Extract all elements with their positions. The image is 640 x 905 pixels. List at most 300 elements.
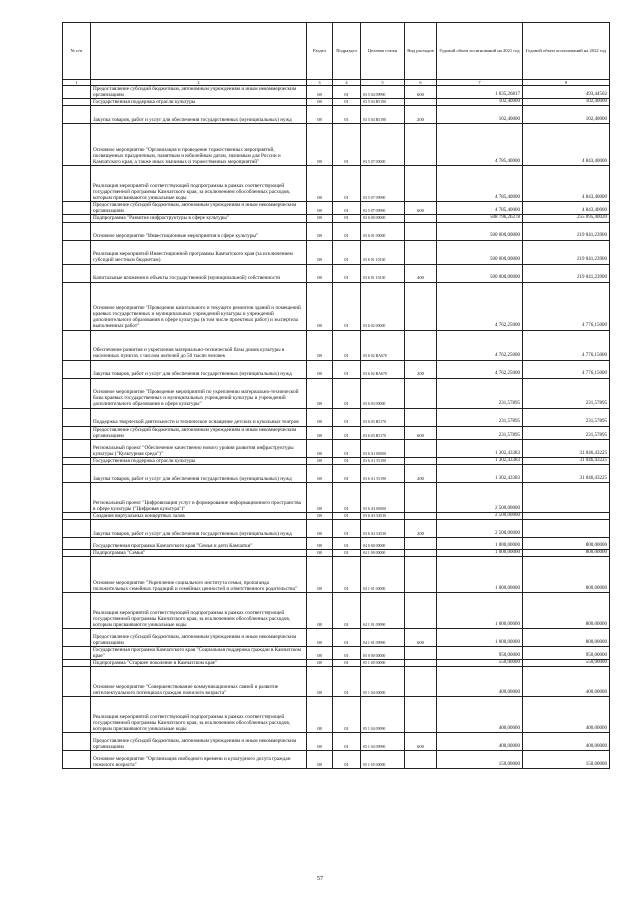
- row-podrazdel: 01: [333, 408, 361, 426]
- row-amount-2022: 800,00000: [523, 629, 610, 647]
- row-amount-2022: 400,00000: [523, 697, 610, 733]
- row-number: [63, 439, 91, 457]
- row-name: Государственная поддержка отрасли культуры: [91, 99, 307, 106]
- row-name: Закупка товаров, работ и услуг для обеспечения государственных (муниципальных) нужд: [91, 106, 307, 124]
- row-amount-2022: 800,00000: [523, 537, 610, 549]
- row-number: [63, 426, 91, 439]
- row-amount-2021: 400,00000: [437, 697, 523, 733]
- row-number: [63, 647, 91, 660]
- row-razdel: 08: [307, 697, 333, 733]
- row-razdel: 08: [307, 557, 333, 593]
- row-amount-2022: 4 776,15000: [523, 282, 610, 330]
- row-expense-type: [405, 667, 437, 697]
- row-amount-2022: 800,00000: [523, 557, 610, 593]
- header-expense-type: Вид расходов: [405, 23, 437, 80]
- row-name: Подпрограмма "Семья": [91, 549, 307, 556]
- row-expense-type: 200: [405, 464, 437, 482]
- table-row: [63, 537, 610, 549]
- row-razdel: 08: [307, 264, 333, 282]
- row-target-article: 03 5 04 09990: [361, 86, 405, 99]
- row-amount-2021: 2 500,00000: [437, 519, 523, 537]
- row-target-article: 03 5 04 R5190: [361, 99, 405, 106]
- row-target-article: 03 6 A1 55190: [361, 464, 405, 482]
- row-number: [63, 378, 91, 408]
- row-amount-2022: 950,00000: [523, 647, 610, 660]
- row-amount-2022: 150,00000: [523, 751, 610, 769]
- row-podrazdel: 01: [333, 647, 361, 660]
- row-amount-2021: 1 000,00000: [437, 537, 523, 549]
- row-name: Предоставление субсидий бюджетным, автономным учреждениям и иным некоммерческим организациям: [91, 629, 307, 647]
- row-expense-type: [405, 282, 437, 330]
- row-amount-2022: 4 843,40000: [523, 202, 610, 215]
- row-razdel: 08: [307, 222, 333, 240]
- row-name: Реализация мероприятий Инвестиционной программы Камчатского края (за исключением субсидий местным бюджетам): [91, 240, 307, 264]
- row-razdel: 08: [307, 106, 333, 124]
- row-target-article: 04 1 01 09990: [361, 593, 405, 629]
- row-podrazdel: 01: [333, 439, 361, 457]
- row-expense-type: 600: [405, 86, 437, 99]
- row-target-article: 03 6 A1 55190: [361, 457, 405, 464]
- table-row: [63, 408, 610, 426]
- row-razdel: 08: [307, 549, 333, 556]
- row-expense-type: 400: [405, 264, 437, 282]
- row-expense-type: [405, 660, 437, 667]
- row-podrazdel: 01: [333, 482, 361, 512]
- column-index: 4: [333, 80, 361, 86]
- row-name: Основное мероприятие "Укрепление социального института семьи, пропаганда положительных семейных традиций и семейных ценностей и ответственного родительства": [91, 557, 307, 593]
- row-amount-2021: 1 302,43383: [437, 439, 523, 457]
- row-amount-2022: 231,57895: [523, 378, 610, 408]
- row-expense-type: 200: [405, 360, 437, 378]
- row-target-article: 03 5 07 00000: [361, 124, 405, 166]
- row-target-article: 03 5 07 09990: [361, 202, 405, 215]
- row-expense-type: [405, 593, 437, 629]
- row-podrazdel: 01: [333, 667, 361, 697]
- table-row: [63, 464, 610, 482]
- row-expense-type: [405, 330, 437, 360]
- row-amount-2021: 550,00000: [437, 660, 523, 667]
- table-row: [63, 99, 610, 106]
- table-row: [63, 106, 610, 124]
- table-row: [63, 482, 610, 512]
- row-amount-2022: 4 843,40000: [523, 124, 610, 166]
- row-razdel: 08: [307, 537, 333, 549]
- row-podrazdel: 01: [333, 240, 361, 264]
- row-podrazdel: 01: [333, 99, 361, 106]
- row-amount-2021: 1 035,26817: [437, 86, 523, 99]
- row-name: Основное мероприятие "Совершенствование коммуникационных связей и развитие интеллектуального потенциала граждан пожилого возраста": [91, 667, 307, 697]
- row-number: [63, 667, 91, 697]
- row-target-article: 03 6 A3 54530: [361, 512, 405, 519]
- row-podrazdel: 01: [333, 215, 361, 222]
- table-row: [63, 215, 610, 222]
- table-row: [63, 457, 610, 464]
- row-target-article: 05 1 05 00000: [361, 751, 405, 769]
- table-row: [63, 519, 610, 537]
- row-razdel: 08: [307, 512, 333, 519]
- row-target-article: 04 1 01 09990: [361, 629, 405, 647]
- table-row: [63, 439, 610, 457]
- row-name: Закупка товаров, работ и услуг для обеспечения государственных (муниципальных) нужд: [91, 519, 307, 537]
- row-target-article: 03 6 03 R5170: [361, 408, 405, 426]
- row-expense-type: [405, 378, 437, 408]
- row-target-article: 05 1 00 00000: [361, 660, 405, 667]
- column-index: 1: [63, 80, 91, 86]
- table-row: [63, 629, 610, 647]
- row-amount-2021: 231,57895: [437, 426, 523, 439]
- row-amount-2022: 800,00000: [523, 593, 610, 629]
- row-amount-2021: 1 000,00000: [437, 557, 523, 593]
- row-amount-2022: 231,57895: [523, 426, 610, 439]
- row-target-article: 03 6 02 RA670: [361, 360, 405, 378]
- row-razdel: 08: [307, 426, 333, 439]
- row-number: [63, 99, 91, 106]
- row-amount-2022: 550,00000: [523, 660, 610, 667]
- row-target-article: 03 6 01 00000: [361, 222, 405, 240]
- row-expense-type: 600: [405, 426, 437, 439]
- row-podrazdel: 01: [333, 426, 361, 439]
- row-target-article: 03 5 04 R5190: [361, 106, 405, 124]
- row-name: Государственная поддержка отрасли культуры: [91, 457, 307, 464]
- column-index: 8: [523, 80, 610, 86]
- row-number: [63, 86, 91, 99]
- table-row: [63, 330, 610, 360]
- row-razdel: 08: [307, 733, 333, 751]
- row-target-article: 03 6 01 10130: [361, 264, 405, 282]
- table-row: [63, 166, 610, 202]
- row-number: [63, 519, 91, 537]
- row-amount-2021: 2 500,00000: [437, 482, 523, 512]
- row-expense-type: [405, 512, 437, 519]
- row-amount-2021: 4 762,25000: [437, 330, 523, 360]
- row-amount-2022: 31 046,43225: [523, 457, 610, 464]
- row-name: Реализация мероприятий соответствующей подпрограммы в рамках соответствующей государственной программы Камчатского края, за исключением обособленных расходов, которым присваиваются уникальные коды: [91, 593, 307, 629]
- column-index: 6: [405, 80, 437, 86]
- row-podrazdel: 01: [333, 378, 361, 408]
- row-podrazdel: 01: [333, 166, 361, 202]
- table-row: [63, 202, 610, 215]
- row-name: Основное мероприятие "Проведение мероприятий по укреплению материально-технической базы краевых государственных и муниципальных учреждений культуры и учреждений дополнительного образования в сфере культуры": [91, 378, 307, 408]
- row-number: [63, 549, 91, 556]
- row-name: Обеспечение развития и укрепления материально-технической базы домов культуры в населенных пунктах с числом жителей до 50 тысяч человек: [91, 330, 307, 360]
- row-razdel: 08: [307, 240, 333, 264]
- row-number: [63, 751, 91, 769]
- row-podrazdel: 01: [333, 557, 361, 593]
- row-amount-2022: 219 041,23900: [523, 240, 610, 264]
- table-row: [63, 426, 610, 439]
- row-amount-2022: 4 776,15000: [523, 360, 610, 378]
- row-target-article: 04 1 01 00000: [361, 557, 405, 593]
- row-number: [63, 264, 91, 282]
- row-name: Региональный проект "Цифровизация услуг и формирование информационного пространства в сфере культуры ("Цифровая культура")": [91, 482, 307, 512]
- row-razdel: 08: [307, 660, 333, 667]
- row-name: Реализация мероприятий соответствующей подпрограммы в рамках соответствующей государственной программы Камчатского края, за исключением обособленных расходов, которым присваиваются уникальные коды: [91, 697, 307, 733]
- row-name: Создание виртуальных концертных залов: [91, 512, 307, 519]
- row-name: Региональный проект "Обеспечение качественно нового уровня развития инфраструктуры культуры ("Культурная среда")": [91, 439, 307, 457]
- row-target-article: 03 6 A1 00000: [361, 439, 405, 457]
- row-number: [63, 124, 91, 166]
- row-amount-2021: 400,00000: [437, 733, 523, 751]
- row-razdel: 08: [307, 408, 333, 426]
- row-expense-type: 600: [405, 202, 437, 215]
- row-razdel: 08: [307, 124, 333, 166]
- row-amount-2022: 255 095,40020: [523, 215, 610, 222]
- row-razdel: 08: [307, 457, 333, 464]
- row-amount-2021: 1 302,43383: [437, 457, 523, 464]
- row-podrazdel: 01: [333, 733, 361, 751]
- row-razdel: 08: [307, 378, 333, 408]
- row-name: Предоставление субсидий бюджетным, автономным учреждениям и иным некоммерческим организациям: [91, 86, 307, 99]
- row-amount-2021: 231,57895: [437, 408, 523, 426]
- row-amount-2022: 4 843,40000: [523, 166, 610, 202]
- row-number: [63, 537, 91, 549]
- row-amount-2021: 4 785,40000: [437, 124, 523, 166]
- row-name: Государственная программа Камчатского края "Семья и дети Камчатки": [91, 537, 307, 549]
- row-podrazdel: 01: [333, 457, 361, 464]
- row-amount-2022: 493,44502: [523, 86, 610, 99]
- row-number: [63, 593, 91, 629]
- row-number: [63, 457, 91, 464]
- row-podrazdel: 01: [333, 464, 361, 482]
- row-razdel: 08: [307, 202, 333, 215]
- row-podrazdel: 01: [333, 330, 361, 360]
- row-razdel: 08: [307, 215, 333, 222]
- row-expense-type: [405, 439, 437, 457]
- row-podrazdel: 01: [333, 751, 361, 769]
- row-number: [63, 464, 91, 482]
- row-amount-2022: 231,57895: [523, 408, 610, 426]
- row-amount-2022: 400,00000: [523, 733, 610, 751]
- row-expense-type: [405, 408, 437, 426]
- row-amount-2021: 4 785,40000: [437, 202, 523, 215]
- row-expense-type: 600: [405, 629, 437, 647]
- row-podrazdel: 01: [333, 549, 361, 556]
- row-target-article: 05 1 04 09990: [361, 697, 405, 733]
- row-number: [63, 512, 91, 519]
- row-expense-type: [405, 99, 437, 106]
- row-name: Подпрограмма "Старшее поколение в Камчатском крае": [91, 660, 307, 667]
- row-target-article: 03 6 02 RA670: [361, 330, 405, 360]
- table-row: [63, 751, 610, 769]
- row-amount-2022: 800,00000: [523, 549, 610, 556]
- row-razdel: 08: [307, 464, 333, 482]
- row-podrazdel: 01: [333, 222, 361, 240]
- row-podrazdel: 01: [333, 593, 361, 629]
- table-row: [63, 557, 610, 593]
- row-amount-2021: 102,40000: [437, 99, 523, 106]
- row-number: [63, 330, 91, 360]
- row-razdel: 08: [307, 482, 333, 512]
- row-razdel: 08: [307, 330, 333, 360]
- header-year-2021: Годовой объем ассигнований на 2021 год: [437, 23, 523, 80]
- row-podrazdel: 01: [333, 86, 361, 99]
- table-row: [63, 660, 610, 667]
- row-amount-2021: 4 762,25000: [437, 360, 523, 378]
- row-amount-2022: 31 046,43225: [523, 439, 610, 457]
- row-name: Основное мероприятие "Инвестиционные мероприятия в сфере культуры": [91, 222, 307, 240]
- row-podrazdel: 01: [333, 202, 361, 215]
- row-amount-2021: 1 000,00000: [437, 593, 523, 629]
- row-name: Государственная программа Камчатского края "Социальная поддержка граждан в Камчатском крае": [91, 647, 307, 660]
- row-expense-type: [405, 124, 437, 166]
- row-amount-2022: [523, 482, 610, 512]
- row-podrazdel: 01: [333, 282, 361, 330]
- table-row: [63, 733, 610, 751]
- row-target-article: 03 6 02 00000: [361, 282, 405, 330]
- row-expense-type: [405, 215, 437, 222]
- row-target-article: 03 5 07 09990: [361, 166, 405, 202]
- row-target-article: 03 6 03 00000: [361, 378, 405, 408]
- row-amount-2021: 400,00000: [437, 667, 523, 697]
- row-expense-type: 200: [405, 519, 437, 537]
- table-header-row: [63, 23, 610, 80]
- row-razdel: 08: [307, 593, 333, 629]
- table-row: [63, 667, 610, 697]
- row-amount-2021: 150,00000: [437, 751, 523, 769]
- table-row: [63, 264, 610, 282]
- row-amount-2022: 400,00000: [523, 667, 610, 697]
- row-expense-type: 600: [405, 733, 437, 751]
- row-expense-type: [405, 240, 437, 264]
- table-row: [63, 378, 610, 408]
- row-number: [63, 697, 91, 733]
- header-year-2022: Годовой объем ассигнований на 2022 год: [523, 23, 610, 80]
- row-number: [63, 202, 91, 215]
- row-target-article: 05 1 04 00000: [361, 667, 405, 697]
- row-razdel: 08: [307, 166, 333, 202]
- row-razdel: 08: [307, 360, 333, 378]
- row-amount-2021: 500 000,00000: [437, 240, 523, 264]
- row-number: [63, 282, 91, 330]
- row-razdel: 08: [307, 629, 333, 647]
- header-target-article: Целевая статья: [361, 23, 405, 80]
- row-podrazdel: 01: [333, 629, 361, 647]
- row-amount-2022: 31 046,43225: [523, 464, 610, 482]
- row-razdel: 08: [307, 282, 333, 330]
- row-amount-2022: 219 041,23900: [523, 264, 610, 282]
- table-row: [63, 512, 610, 519]
- row-razdel: 08: [307, 647, 333, 660]
- row-amount-2022: 102,40000: [523, 106, 610, 124]
- row-name: Закупка товаров, работ и услуг для обеспечения государственных (муниципальных) нужд: [91, 464, 307, 482]
- row-amount-2021: 2 500,00000: [437, 512, 523, 519]
- table-row: [63, 360, 610, 378]
- row-target-article: 04 1 00 00000: [361, 549, 405, 556]
- row-number: [63, 660, 91, 667]
- column-index: 3: [307, 80, 333, 86]
- row-razdel: 08: [307, 519, 333, 537]
- row-expense-type: [405, 482, 437, 512]
- row-amount-2021: 231,57895: [437, 378, 523, 408]
- row-amount-2022: 102,40000: [523, 99, 610, 106]
- row-expense-type: [405, 537, 437, 549]
- row-amount-2021: 1 000,00000: [437, 629, 523, 647]
- row-name: Поддержка творческой деятельности и техническое оснащение детских и кукольных театров: [91, 408, 307, 426]
- row-name: Предоставление субсидий бюджетным, автономным учреждениям и иным некоммерческим организациям: [91, 202, 307, 215]
- row-number: [63, 733, 91, 751]
- row-amount-2021: 950,00000: [437, 647, 523, 660]
- row-amount-2021: 500 000,00000: [437, 222, 523, 240]
- row-razdel: 08: [307, 751, 333, 769]
- row-target-article: 03 6 A3 54530: [361, 519, 405, 537]
- table-row: [63, 593, 610, 629]
- row-expense-type: [405, 457, 437, 464]
- row-number: [63, 240, 91, 264]
- row-name: Основное мероприятие "Проведение капитального и текущего ремонтов зданий и помещений краевых государственных и муниципальных учреждений культуры и учреждений дополнительного образования в сфере культуры (в том числе проектных работ) и экспертиза выполненных работ": [91, 282, 307, 330]
- row-name: Предоставление субсидий бюджетным, автономным учреждениям и иным некоммерческим организациям: [91, 426, 307, 439]
- row-number: [63, 215, 91, 222]
- row-expense-type: [405, 751, 437, 769]
- row-target-article: 03 6 00 00000: [361, 215, 405, 222]
- table-row: [63, 282, 610, 330]
- row-name: Подпрограмма "Развитие инфраструктуры в сфере культуры": [91, 215, 307, 222]
- row-razdel: 08: [307, 439, 333, 457]
- row-amount-2022: 219 041,23900: [523, 222, 610, 240]
- row-target-article: 04 0 00 00000: [361, 537, 405, 549]
- row-expense-type: 200: [405, 106, 437, 124]
- header-podrazdel: Подраздел: [333, 23, 361, 80]
- row-target-article: 05 1 04 09990: [361, 733, 405, 751]
- row-podrazdel: 01: [333, 660, 361, 667]
- row-amount-2021: 1 302,43383: [437, 464, 523, 482]
- row-amount-2021: 500 000,00000: [437, 264, 523, 282]
- row-number: [63, 557, 91, 593]
- row-podrazdel: 01: [333, 106, 361, 124]
- row-podrazdel: 01: [333, 512, 361, 519]
- row-name: Капитальные вложения в объекты государственной (муниципальной) собственности: [91, 264, 307, 282]
- table-row: [63, 549, 610, 556]
- row-amount-2021: 1 000,00000: [437, 549, 523, 556]
- row-expense-type: [405, 222, 437, 240]
- budget-sheet: [62, 22, 609, 769]
- row-amount-2022: 4 776,15000: [523, 330, 610, 360]
- row-number: [63, 222, 91, 240]
- row-podrazdel: 01: [333, 124, 361, 166]
- column-index: 2: [91, 80, 307, 86]
- row-podrazdel: 01: [333, 519, 361, 537]
- column-index: 7: [437, 80, 523, 86]
- row-expense-type: [405, 166, 437, 202]
- row-razdel: 08: [307, 86, 333, 99]
- row-number: [63, 629, 91, 647]
- table-row: [63, 222, 610, 240]
- table-row: [63, 86, 610, 99]
- row-name: Основное мероприятие "Организация и проведение торжественных мероприятий, посвященных праздничным, памятным и юбилейным датам, значимым для России и Камчатского края, а также иных значимых и торжественных мероприятий": [91, 124, 307, 166]
- budget-table: [62, 22, 610, 769]
- header-name: [91, 23, 307, 80]
- row-amount-2021: 508 796,26278: [437, 215, 523, 222]
- row-name: Основное мероприятие "Организация свободного времени и культурного досуга граждан пожилого возраста": [91, 751, 307, 769]
- row-podrazdel: 01: [333, 264, 361, 282]
- row-name: Закупка товаров, работ и услуг для обеспечения государственных (муниципальных) нужд: [91, 360, 307, 378]
- row-amount-2021: 4 785,40000: [437, 166, 523, 202]
- row-expense-type: [405, 697, 437, 733]
- row-razdel: 08: [307, 667, 333, 697]
- row-podrazdel: 01: [333, 537, 361, 549]
- row-number: [63, 408, 91, 426]
- row-amount-2022: [523, 519, 610, 537]
- row-amount-2021: 4 762,25000: [437, 282, 523, 330]
- row-razdel: 08: [307, 99, 333, 106]
- row-number: [63, 360, 91, 378]
- header-razdel: Раздел: [307, 23, 333, 80]
- row-target-article: 03 6 01 10130: [361, 240, 405, 264]
- column-index: 5: [361, 80, 405, 86]
- table-row: [63, 124, 610, 166]
- row-target-article: 03 6 03 R5170: [361, 426, 405, 439]
- row-target-article: 05 0 00 00000: [361, 647, 405, 660]
- row-amount-2022: [523, 512, 610, 519]
